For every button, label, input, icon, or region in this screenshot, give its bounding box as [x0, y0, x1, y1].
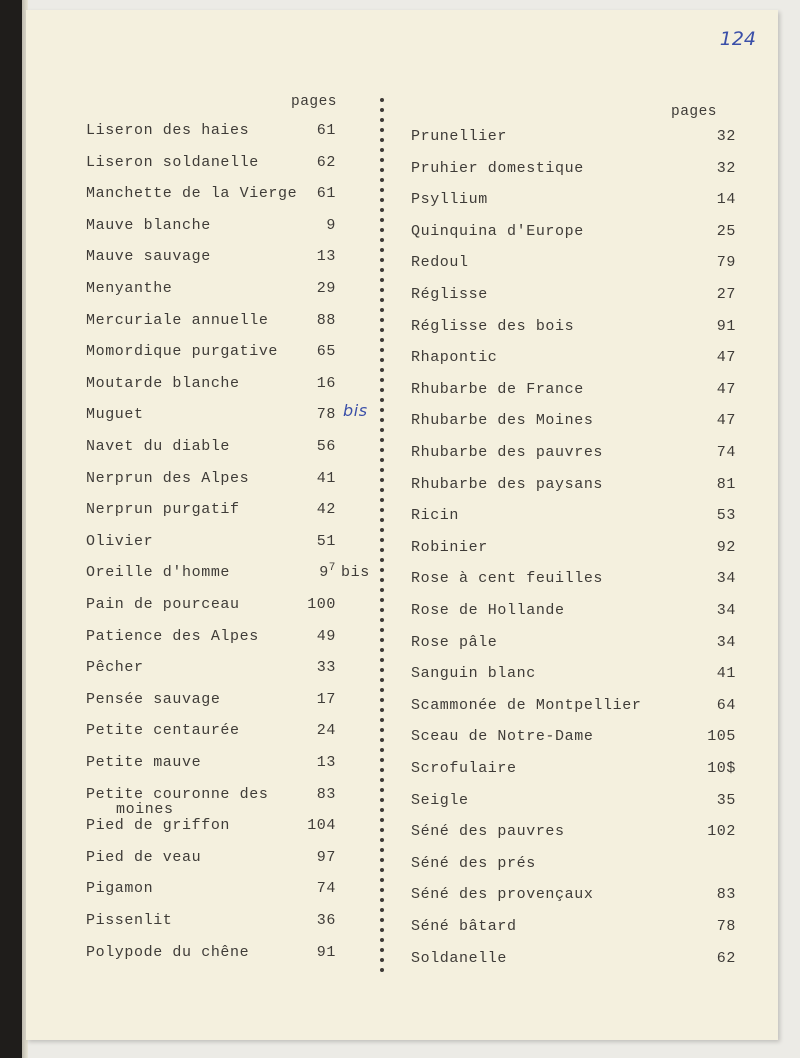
entry-page — [256, 849, 336, 866]
entry-name: Pruhier domestique — [411, 159, 584, 177]
entry-page — [256, 564, 336, 581]
entry-name: Liseron des haies — [86, 122, 250, 139]
separator-dot — [380, 158, 384, 162]
entry-name: Quinquina d'Europe — [411, 222, 584, 240]
entry-page-number: 27 — [716, 286, 736, 303]
entry-name: Pied de griffon — [86, 817, 231, 835]
entry-name: Rhubarbe de France — [411, 380, 584, 398]
separator-dot — [380, 718, 384, 722]
entry-page — [256, 880, 336, 897]
separator-dot — [380, 508, 384, 512]
entry-page — [256, 154, 336, 171]
entry-name: Mercuriale annuelle — [86, 311, 269, 329]
entry-page — [641, 918, 736, 935]
entry-name: Menyanthe — [86, 280, 173, 297]
entry-page — [641, 349, 736, 366]
entry-page — [641, 602, 736, 619]
entry-page — [256, 312, 336, 329]
separator-dot — [380, 338, 384, 342]
separator-dot — [380, 728, 384, 732]
entry-name: Pain de pourceau — [86, 596, 240, 613]
entry-page — [256, 691, 336, 708]
entry-name: Psyllium — [411, 191, 488, 209]
separator-dot — [380, 248, 384, 252]
separator-dot — [380, 838, 384, 842]
entry-page — [256, 628, 336, 645]
entry-page-number: 32 — [716, 128, 736, 145]
entry-page — [641, 507, 736, 524]
separator-dot — [380, 458, 384, 462]
separator-dot — [380, 818, 384, 822]
separator-dot — [380, 538, 384, 542]
separator-dot — [380, 428, 384, 432]
separator-dot — [380, 698, 384, 702]
separator-dot — [380, 658, 384, 662]
separator-dot — [380, 118, 384, 122]
entry-page — [256, 754, 336, 771]
entry-name: Rhubarbe des paysans — [411, 475, 604, 493]
entry-page — [641, 191, 736, 208]
entry-page-number: 34 — [716, 602, 736, 619]
entry-page-number: 13 — [316, 754, 336, 771]
entry-page — [256, 533, 336, 550]
entry-name: Polypode du chêne — [86, 943, 250, 961]
entry-page — [256, 596, 336, 613]
entry-name: Patience des Alpes — [86, 627, 259, 645]
entry-name: Rhubarbe des Moines — [411, 412, 594, 430]
entry-page-number: 79 — [716, 254, 736, 272]
separator-dot — [380, 628, 384, 632]
entry-page — [256, 406, 336, 423]
entry-name-continued: moines — [116, 800, 174, 818]
entry-page-number: 100 — [307, 596, 336, 613]
separator-dot — [380, 418, 384, 422]
separator-dot — [380, 618, 384, 622]
separator-dot — [380, 568, 384, 572]
book-binding — [0, 0, 22, 1058]
separator-dot — [380, 168, 384, 172]
separator-dot — [380, 528, 384, 532]
separator-dot — [380, 678, 384, 682]
separator-dot — [380, 128, 384, 132]
entry-page — [641, 412, 736, 429]
entry-page-number: 17 — [316, 690, 336, 708]
separator-dot — [380, 778, 384, 782]
entry-page-number: 61 — [316, 122, 336, 139]
separator-dot — [380, 98, 384, 102]
separator-dot — [380, 598, 384, 602]
entry-page — [641, 950, 736, 967]
separator-dot — [380, 228, 384, 232]
separator-dot — [380, 318, 384, 322]
separator-dot — [380, 888, 384, 892]
entry-page — [256, 470, 336, 487]
entry-page-number: 81 — [716, 475, 736, 493]
handwritten-correction: 7 — [328, 562, 336, 575]
entry-page-number: 56 — [316, 438, 336, 455]
separator-dot — [380, 868, 384, 872]
separator-dot — [380, 668, 384, 672]
entry-page — [641, 886, 736, 903]
separator-dot — [380, 238, 384, 242]
entry-page — [641, 444, 736, 461]
entry-name: Muguet — [86, 406, 144, 424]
separator-dot — [380, 908, 384, 912]
entry-page — [641, 128, 736, 145]
left-pages-header: pages — [291, 94, 338, 110]
separator-dot — [380, 298, 384, 302]
entry-page-number: 35 — [716, 791, 736, 809]
entry-page-number: 47 — [716, 349, 736, 367]
separator-dot — [380, 138, 384, 142]
entry-page — [256, 375, 336, 392]
entry-page-number: 25 — [716, 222, 736, 240]
entry-page — [256, 122, 336, 139]
entry-page — [256, 944, 336, 961]
entry-page-number: 88 — [316, 311, 336, 329]
entry-page — [641, 223, 736, 240]
entry-page-number: 83 — [316, 785, 336, 803]
entry-page-number: 49 — [316, 627, 336, 645]
entry-page-number: 32 — [716, 159, 736, 177]
entry-name: Nerprun des Alpes — [86, 469, 250, 487]
entry-page-number: 47 — [716, 412, 736, 430]
entry-page — [256, 501, 336, 518]
entry-page-number: 105 — [707, 728, 736, 746]
entry-name: Séné des pauvres — [411, 823, 565, 841]
entry-page — [641, 254, 736, 271]
separator-dot — [380, 378, 384, 382]
entry-page — [256, 343, 336, 360]
separator-dot — [380, 808, 384, 812]
entry-page-number: 97 — [316, 848, 336, 866]
separator-dot — [380, 918, 384, 922]
entry-name: Robinier — [411, 538, 488, 556]
entry-name: Moutarde blanche — [86, 374, 240, 392]
entry-name: Scrofulaire — [411, 760, 517, 777]
right-pages-header: pages — [671, 104, 718, 120]
entry-page — [641, 286, 736, 303]
entry-name: Rhubarbe des pauvres — [411, 444, 604, 461]
separator-dot — [380, 798, 384, 802]
separator-dot — [380, 948, 384, 952]
separator-dot — [380, 308, 384, 312]
entry-page — [256, 912, 336, 929]
separator-dot — [380, 408, 384, 412]
entry-page-number: 102 — [707, 823, 736, 841]
entry-name: Pied de veau — [86, 848, 202, 866]
entry-page — [641, 160, 736, 177]
entry-page — [641, 665, 736, 682]
folio-number: 124 — [719, 28, 756, 50]
entry-page-number: 62 — [316, 153, 336, 171]
entry-name: Oreille d'homme — [86, 564, 231, 582]
entry-name: Séné des provençaux — [411, 886, 594, 904]
entry-name: Pêcher — [86, 659, 144, 677]
entry-page-number: 24 — [316, 722, 336, 740]
separator-dot — [380, 788, 384, 792]
entry-suffix: bis — [341, 564, 370, 582]
separator-dot — [380, 768, 384, 772]
entry-page-number: 34 — [716, 570, 736, 588]
entry-page — [256, 786, 336, 803]
separator-dot — [380, 278, 384, 282]
entry-page — [256, 438, 336, 455]
separator-dot — [380, 208, 384, 212]
entry-page-number: 33 — [316, 659, 336, 677]
separator-dot — [380, 218, 384, 222]
separator-dot — [380, 708, 384, 712]
entry-page — [641, 697, 736, 714]
entry-page-number: 104 — [307, 817, 336, 835]
entry-name: Rhapontic — [411, 349, 498, 367]
separator-dot — [380, 898, 384, 902]
entry-page-number: 16 — [316, 374, 336, 392]
entry-page-number: 41 — [316, 469, 336, 487]
entry-page — [256, 659, 336, 676]
entry-name: Rose à cent feuilles — [411, 570, 604, 588]
entry-name: Séné des prés — [411, 854, 536, 872]
entry-page-number: 74 — [316, 880, 336, 898]
separator-dot — [380, 288, 384, 292]
separator-dot — [380, 478, 384, 482]
entry-page-number: 34 — [716, 633, 736, 651]
entry-page-number: 78 — [716, 918, 736, 935]
entry-name: Manchette de la Vierge — [86, 185, 298, 203]
separator-dot — [380, 438, 384, 442]
separator-dot — [380, 738, 384, 742]
entry-name: Prunellier — [411, 128, 508, 145]
separator-dot — [380, 688, 384, 692]
separator-dot — [380, 198, 384, 202]
entry-page-number: 83 — [716, 886, 736, 904]
separator-dot — [380, 878, 384, 882]
separator-dot — [380, 388, 384, 392]
entry-page — [641, 634, 736, 651]
entry-name: Petite centaurée — [86, 722, 240, 740]
separator-dot — [380, 608, 384, 612]
handwritten-note: bis — [343, 401, 368, 421]
entry-name: Mauve sauvage — [86, 248, 211, 266]
entry-name: Réglisse des bois — [411, 317, 575, 335]
separator-dot — [380, 468, 384, 472]
entry-page-number: 78 — [316, 406, 336, 424]
separator-dot — [380, 648, 384, 652]
entry-page — [641, 728, 736, 745]
separator-dot — [380, 258, 384, 262]
separator-dot — [380, 558, 384, 562]
entry-page — [256, 185, 336, 202]
entry-page-number: 91 — [316, 943, 336, 961]
separator-dot — [380, 268, 384, 272]
entry-name: Rose pâle — [411, 633, 498, 651]
entry-name: Sceau de Notre-Dame — [411, 728, 594, 746]
separator-dot — [380, 758, 384, 762]
entry-name: Seigle — [411, 791, 469, 809]
entry-name: Navet du diable — [86, 438, 231, 455]
separator-dot — [380, 578, 384, 582]
entry-name: Mauve blanche — [86, 216, 211, 234]
entry-page-number: 29 — [316, 280, 336, 297]
entry-page-number: 13 — [316, 248, 336, 266]
separator-dot — [380, 398, 384, 402]
entry-name: Petite mauve — [86, 754, 202, 771]
entry-page-number: 10$ — [707, 760, 736, 777]
entry-name: Sanguin blanc — [411, 665, 536, 683]
entry-page-number: 62 — [716, 949, 736, 967]
entry-name: Nerprun purgatif — [86, 501, 240, 519]
separator-dot — [380, 548, 384, 552]
separator-dot — [380, 748, 384, 752]
entry-page-number: 47 — [716, 380, 736, 398]
entry-page-number: 51 — [316, 532, 336, 550]
entry-page-number: 9 — [326, 216, 336, 234]
entry-page-number: 41 — [716, 665, 736, 683]
entry-name: Petite couronne des — [86, 785, 269, 803]
entry-name: Liseron soldanelle — [86, 153, 259, 171]
separator-dot — [380, 928, 384, 932]
separator-dot — [380, 108, 384, 112]
separator-dot — [380, 968, 384, 972]
separator-dot — [380, 858, 384, 862]
entry-page-number: 74 — [716, 444, 736, 461]
entry-page — [256, 280, 336, 297]
entry-page-number: 53 — [716, 507, 736, 525]
entry-page-number: 65 — [316, 343, 336, 361]
separator-dot — [380, 958, 384, 962]
entry-page — [256, 817, 336, 834]
entry-name: Soldanelle — [411, 949, 508, 967]
separator-dot — [380, 178, 384, 182]
entry-page — [641, 318, 736, 335]
entry-name: Pigamon — [86, 880, 154, 898]
entry-page-number: 91 — [716, 317, 736, 335]
separator-dot — [380, 938, 384, 942]
entry-page-number: 42 — [316, 501, 336, 519]
document-page — [26, 10, 778, 1040]
entry-page — [641, 476, 736, 493]
entry-name: Olivier — [86, 532, 154, 550]
separator-dot — [380, 498, 384, 502]
column-separator — [378, 98, 386, 978]
separator-dot — [380, 358, 384, 362]
entry-name: Redoul — [411, 254, 469, 272]
separator-dot — [380, 328, 384, 332]
entry-name: Pensée sauvage — [86, 690, 221, 708]
entry-page-number: 61 — [316, 185, 336, 203]
separator-dot — [380, 448, 384, 452]
entry-page — [256, 722, 336, 739]
separator-dot — [380, 348, 384, 352]
entry-name: Pissenlit — [86, 912, 173, 929]
entry-page-number: 14 — [716, 191, 736, 209]
entry-page — [641, 823, 736, 840]
entry-name: Ricin — [411, 507, 460, 525]
separator-dot — [380, 368, 384, 372]
entry-name: Scammonée de Montpellier — [411, 696, 642, 714]
entry-name: Séné bâtard — [411, 918, 517, 935]
separator-dot — [380, 518, 384, 522]
entry-name: Rose de Hollande — [411, 602, 565, 619]
entry-name: Réglisse — [411, 286, 488, 303]
separator-dot — [380, 488, 384, 492]
entry-page-number: 92 — [716, 538, 736, 556]
entry-page — [641, 570, 736, 587]
entry-page — [256, 217, 336, 234]
entry-page-number: 9 — [319, 564, 329, 582]
separator-dot — [380, 828, 384, 832]
entry-page — [641, 539, 736, 556]
entry-page-number: 64 — [716, 696, 736, 714]
separator-dot — [380, 638, 384, 642]
entry-page — [641, 792, 736, 809]
separator-dot — [380, 188, 384, 192]
entry-page — [256, 248, 336, 265]
entry-name: Momordique purgative — [86, 343, 279, 361]
entry-page-number: 36 — [316, 912, 336, 929]
entry-page — [641, 381, 736, 398]
entry-page — [641, 760, 736, 777]
separator-dot — [380, 148, 384, 152]
separator-dot — [380, 848, 384, 852]
separator-dot — [380, 588, 384, 592]
